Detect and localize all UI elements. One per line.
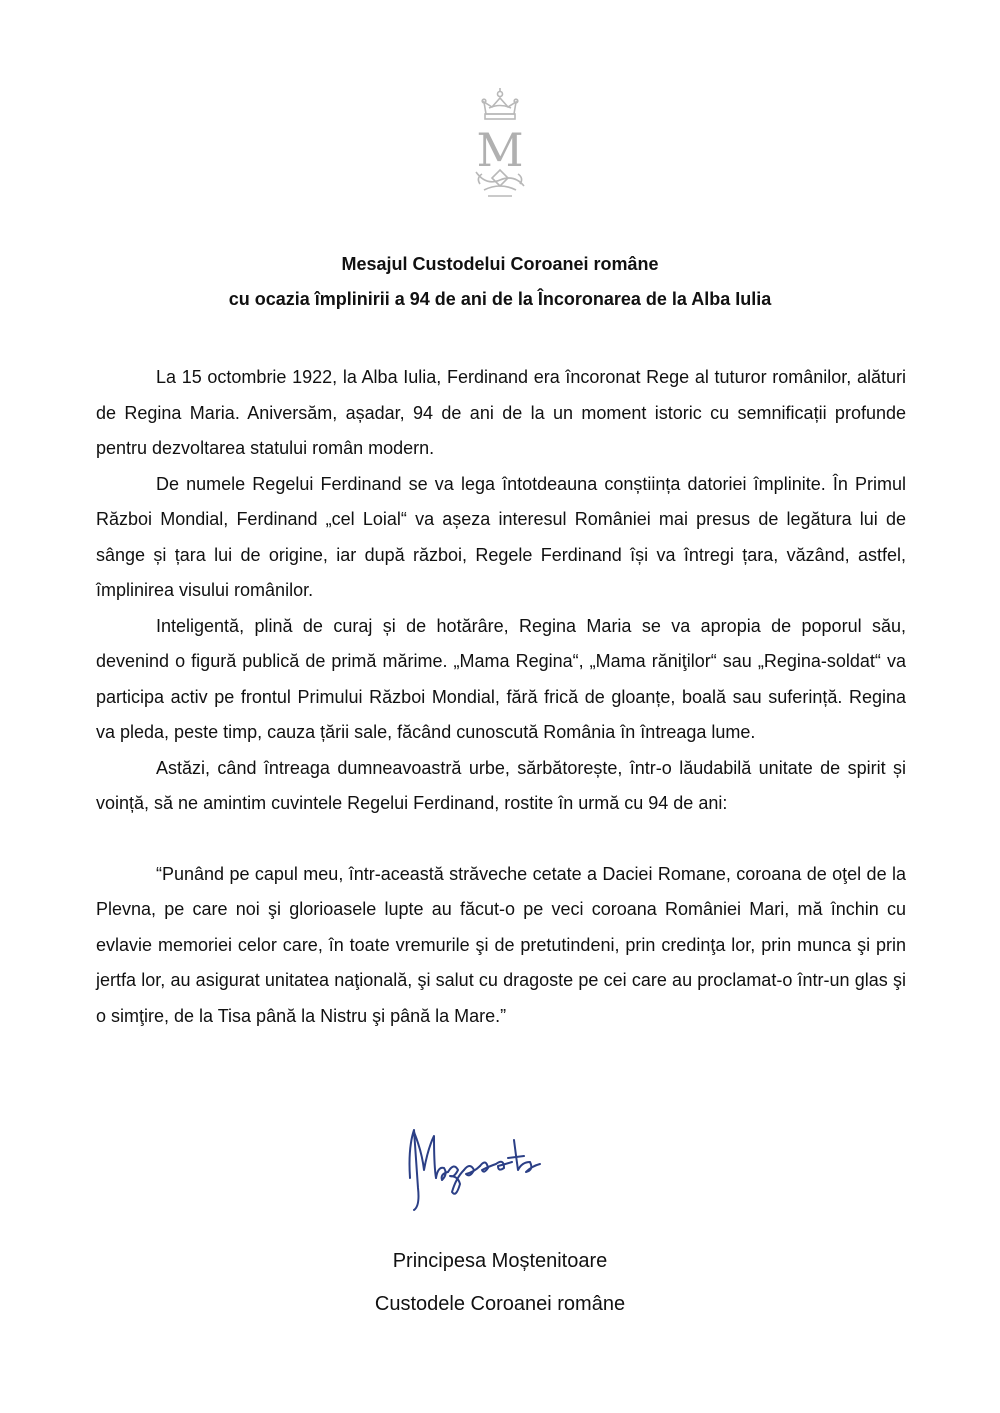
signatory-title: Principesa Moștenitoare xyxy=(392,1250,608,1272)
paragraph-3: Inteligentă, plină de curaj și de hotărâre, Regina Maria se va apropia de poporul său, devenind o figură publică de primă mărime. „Mama Regina“, „Mama răniţilor“ sau „Regina-soldat“ va participa activ pe frontul Primului Război Mondial, fără frică de gloanțe, boală sau suferință. Regina va pleda, peste timp, cauza țării sale, făcând cunoscută România în întreaga lume. xyxy=(96,615,906,742)
letter-body xyxy=(96,360,906,1034)
paragraph-2: De numele Regelui Ferdinand se va lega întotdeauna conștiința datoriei împlinite. În Primul Război Mondial, Ferdinand „cel Loial“ va așeza interesul României mai presus de legătura lui de sânge și țara lui de origine, iar după război, Regele Ferdinand își va întregi țara, văzând, astfel, împlinirea visului românilor. xyxy=(96,473,906,600)
title-line-2: cu ocazia împlinirii a 94 de ani de la Încoronarea de la Alba Iulia xyxy=(228,289,772,309)
paragraph-4: Astăzi, când întreaga dumneavoastră urbe, sărbătorește, într-o lăudabilă unitate de spirit și voință, să ne amintim cuvintele Regelui Ferdinand, rostite în urmă cu 94 de ani: xyxy=(96,757,906,813)
signatory-role: Custodele Coroanei române xyxy=(374,1293,626,1315)
monogram-letter: M xyxy=(476,123,524,177)
handwritten-signature-icon xyxy=(400,1118,550,1213)
ferdinand-quote: “Punând pe capul meu, într-această străveche cetate a Daciei Romane, coroana de oţel de la Plevna, pe care noi şi glorioasele lupte au făcut-o pe veci coroana României Mari, mă închin cu evlavie memoriei celor care, în toate vremurile şi de pretutindeni, prin credinţa lor, prin munca şi prin jertfa lor, au asigurat unitatea naţională, şi salut cu dragoste pe cei care au proclamat-o într-un glas şi o simţire, de la Tisa până la Nistru şi până la Mare.” xyxy=(96,863,906,1026)
title-line-1: Mesajul Custodelui Coroanei române xyxy=(341,254,659,274)
crowned-monogram-icon xyxy=(462,86,538,204)
paragraph-1: La 15 octombrie 1922, la Alba Iulia, Ferdinand era încoronat Rege al tuturor românilor, alături de Regina Maria. Aniversăm, așadar, 94 de ani de la un moment istoric cu semnificații profunde pentru dezvoltarea statului român modern. xyxy=(96,367,906,458)
